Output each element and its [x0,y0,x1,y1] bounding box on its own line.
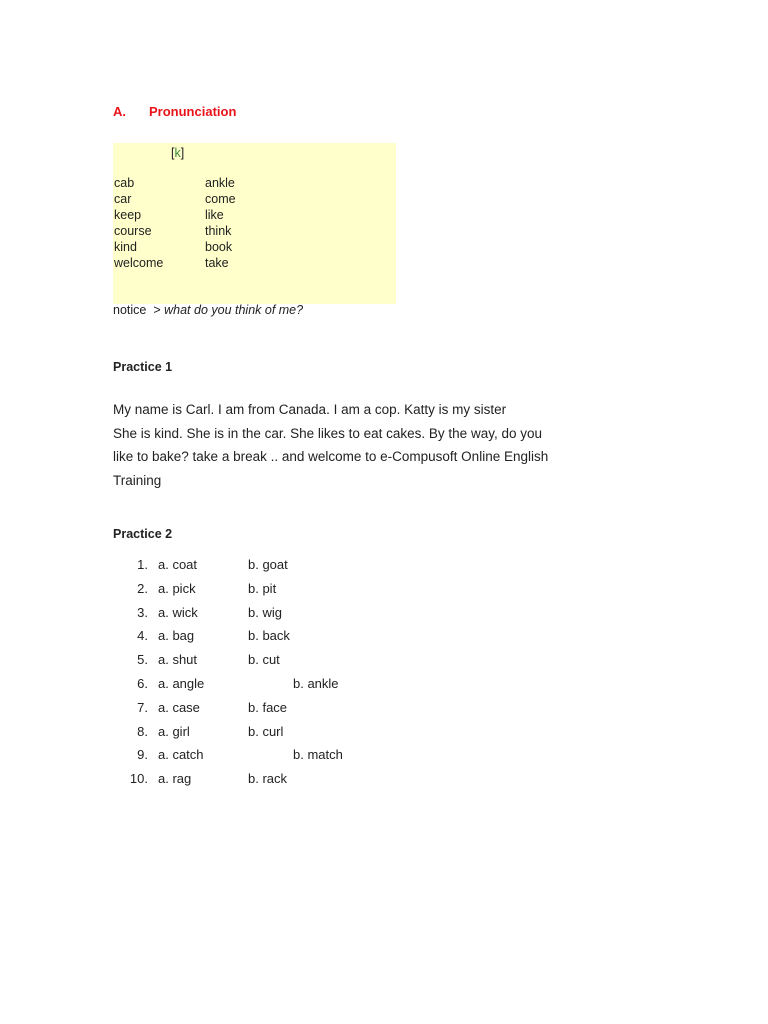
phonetic-letter: k [174,146,181,160]
option-a: a. bag [158,628,195,644]
word: welcome [114,256,164,270]
notice-line [113,303,303,317]
list-item [113,724,533,748]
section-heading [113,104,236,119]
option-a: a. case [158,699,200,715]
notice-example: what do you think of me? [164,303,304,317]
list-item [113,557,533,581]
word-column-2 [205,175,236,271]
option-a: a. catch [158,747,204,763]
word: come [205,192,236,206]
list-item [113,581,533,605]
option-b: b. match [293,747,343,763]
word: kind [114,240,137,254]
section-number: A. [113,104,126,119]
option-a: a. girl [158,723,190,739]
list-item [113,676,533,700]
practice-1-paragraph [113,398,593,492]
paragraph-line: Training [113,472,162,488]
item-number: 7. [137,699,148,715]
option-b: b. pit [248,580,277,596]
list-item [113,652,533,676]
word: keep [114,208,142,222]
option-b: b. ankle [293,675,339,691]
notice-word: notice [113,303,147,317]
option-b: b. rack [248,771,288,787]
option-a: a. pick [158,580,196,596]
paragraph-line: My name is Carl. I am from Canada. I am a cop. Katty is my sister [113,402,507,417]
list-item [113,605,533,629]
option-b: b. curl [248,723,284,739]
practice-1-title: Practice 1 [113,360,173,374]
list-item [113,628,533,652]
item-number: 2. [137,580,148,596]
word: take [205,256,229,270]
word-column-1 [114,175,163,271]
list-item [113,771,533,795]
item-number: 4. [137,628,148,644]
bracket-open: [ [171,146,175,160]
option-a: a. coat [158,557,198,572]
option-b: b. cut [248,652,280,668]
item-number: 3. [137,604,148,620]
sound-word-box [113,143,396,304]
item-number: 9. [137,747,148,763]
item-number: 6. [137,675,148,691]
item-number: 8. [137,723,148,739]
option-a: a. shut [158,652,198,668]
option-b: b. goat [248,557,288,572]
paragraph-line: She is kind. She is in the car. She likes to eat cakes. By the way, do you [113,425,542,441]
word: book [205,240,233,254]
bracket-close: ] [180,146,185,160]
option-b: b. face [248,699,288,715]
option-b: b. back [248,628,290,644]
option-a: a. rag [158,771,192,787]
item-number: 10. [129,771,148,787]
item-number: 1. [137,557,148,572]
word: car [114,192,132,206]
word: think [205,224,232,238]
list-item [113,747,533,771]
option-b: b. wig [248,604,282,620]
word: ankle [205,176,235,190]
notice-arrow: > [153,303,161,317]
word: course [114,224,152,238]
practice-2-title: Practice 2 [113,527,173,541]
paragraph-line: like to bake? take a break .. and welcome to e-Compusoft Online English [113,449,549,465]
option-a: a. wick [158,604,198,620]
word: cab [114,176,135,190]
item-number: 5. [137,652,148,668]
phonetic-symbol [171,145,184,161]
minimal-pairs-list [113,557,533,795]
section-title: Pronunciation [149,104,237,119]
word: like [205,208,224,222]
list-item [113,700,533,724]
option-a: a. angle [158,675,205,691]
